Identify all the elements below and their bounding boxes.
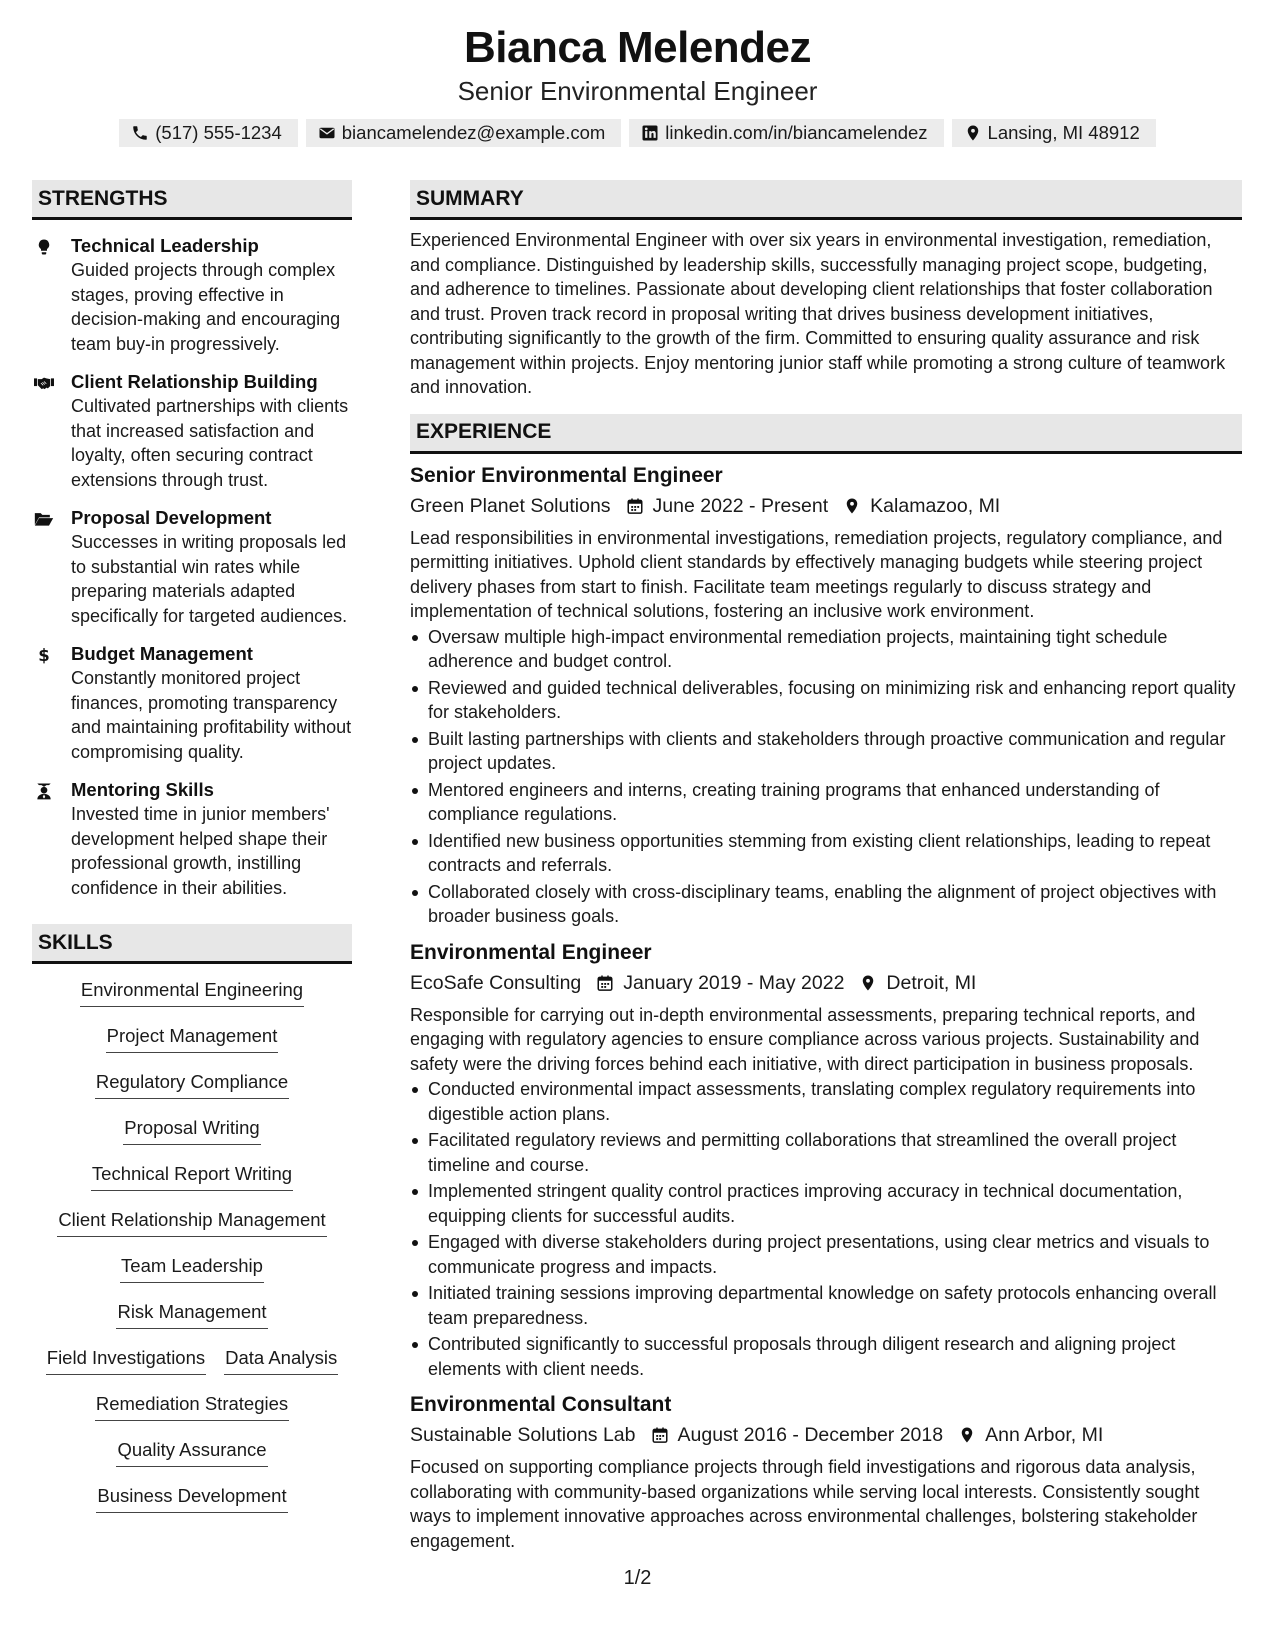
- job-dates: January 2019 - May 2022: [623, 971, 845, 994]
- strength-title: Mentoring Skills: [71, 779, 214, 800]
- envelope-icon: [318, 124, 336, 142]
- job-bullet: Identified new business opportunities stemming from existing client relationships, leading to repeat contracts and referrals.: [410, 829, 1242, 878]
- job-bullet: Initiated training sessions improving departmental knowledge on safety protocols enhancing overall team preparedness.: [410, 1281, 1242, 1330]
- job-description: Focused on supporting compliance projects through field investigations and rigorous data analysis, collaborating with community-based organizations while serving local interests. Consistently sought ways to implement innovative approaches across environmental challenges, bolstering stakeholder engagement.: [410, 1457, 1200, 1551]
- strength-desc: Guided projects through complex stages, proving effective in decision-making and encouraging team buy-in progressively.: [71, 260, 341, 354]
- contact-linkedin-text: linkedin.com/in/biancamelendez: [665, 122, 928, 143]
- strength-title: Budget Management: [71, 643, 253, 664]
- job-description: Lead responsibilities in environmental investigations, remediation projects, regulatory compliance, and permitting initiatives. Uphold client standards by effectively managing budgets while steering project delivery phases from start to finish. Facilitate team meetings regularly to discuss strategy and implementation of technical solutions, fostering an inclusive work environment.: [410, 527, 1223, 621]
- contact-phone[interactable]: [119, 119, 298, 147]
- linkedin-icon: [641, 124, 659, 142]
- strength-desc: Constantly monitored project finances, promoting transparency and maintaining profitability without compromising quality.: [71, 668, 352, 762]
- skill-tag: Business Development: [96, 1484, 287, 1513]
- skill-tag: Client Relationship Management: [57, 1208, 326, 1237]
- job-bullet: Collaborated closely with cross-disciplinary teams, enabling the alignment of project objectives with broader business goals.: [410, 880, 1242, 929]
- contact-location: [952, 119, 1156, 147]
- map-pin-icon: [964, 124, 982, 142]
- page-number: 1/2: [623, 1567, 652, 1589]
- strength-desc: Successes in writing proposals led to substantial win rates while preparing materials adapted specifically for targeted audiences.: [71, 532, 348, 626]
- skill-tag: Quality Assurance: [116, 1438, 267, 1467]
- skill-tag: Environmental Engineering: [80, 978, 304, 1007]
- contact-email-text: biancamelendez@example.com: [341, 122, 606, 143]
- job-title: Environmental Consultant: [410, 1393, 672, 1416]
- map-pin-icon: [957, 1425, 977, 1445]
- contact-linkedin[interactable]: [629, 119, 943, 147]
- summary-heading: SUMMARY: [410, 180, 1242, 220]
- summary-text: Experienced Environmental Engineer with over six years in environmental investigation, remediation, and compliance. Distinguished by leadership skills, successfully managing project scope, budgeting, and adherence to timelines. Passionate about developing client relationships that foster collaboration and trust. Proven track record in proposal writing that drives business development initiatives, contributing significantly to the growth of the firm. Committed to ensuring quality assurance and risk management within projects. Enjoy mentoring junior staff while promoting a strong culture of teamwork and innovation.: [410, 230, 1226, 397]
- strength-item: [32, 642, 352, 764]
- handshake-icon: [34, 373, 54, 393]
- job-location: Kalamazoo, MI: [870, 494, 1001, 517]
- calendar-icon: [650, 1425, 670, 1445]
- calendar-icon: [595, 973, 615, 993]
- job-entry: [410, 1391, 1242, 1553]
- job-entry: [410, 939, 1242, 1382]
- left-column: [32, 180, 352, 1530]
- job-meta: [410, 969, 1242, 997]
- job-bullets: [410, 1077, 1242, 1381]
- strength-desc: Invested time in junior members' development helped shape their professional growth, instilling confidence in their abilities.: [71, 804, 330, 898]
- graduation-icon: [34, 781, 54, 801]
- job-description: Responsible for carrying out in-depth environmental assessments, preparing technical reports, and engaging with regulatory agencies to ensure compliance across various projects. Sustainability and safety were the driving forces behind each initiative, with direct participation in business proposals.: [410, 1004, 1200, 1074]
- job-bullets: [410, 625, 1242, 929]
- strength-item: [32, 778, 352, 900]
- job-dates: August 2016 - December 2018: [677, 1424, 944, 1446]
- job-bullet: Facilitated regulatory reviews and permitting collaborations that streamlined the overall project timeline and course.: [410, 1128, 1242, 1177]
- skill-tag: Project Management: [106, 1024, 279, 1053]
- map-pin-icon: [858, 973, 878, 993]
- right-column: [410, 180, 1242, 1553]
- skill-tag: Data Analysis: [224, 1346, 338, 1375]
- job-company: Sustainable Solutions Lab: [410, 1424, 636, 1446]
- job-company: Green Planet Solutions: [410, 494, 611, 517]
- job-entry: [410, 462, 1242, 929]
- candidate-title: Senior Environmental Engineer: [457, 76, 818, 106]
- skills-list: [32, 978, 352, 1530]
- job-bullet: Engaged with diverse stakeholders during project presentations, using clear metrics and visuals to communicate progress and impacts.: [410, 1230, 1242, 1279]
- job-meta: [410, 492, 1242, 520]
- strength-item: [32, 506, 352, 628]
- skill-tag: Technical Report Writing: [91, 1162, 293, 1191]
- skill-tag: Field Investigations: [46, 1346, 206, 1375]
- contact-phone-text: (517) 555-1234: [155, 122, 282, 143]
- phone-icon: [131, 124, 149, 142]
- skill-tag: Proposal Writing: [123, 1116, 260, 1145]
- job-location: Ann Arbor, MI: [985, 1424, 1104, 1446]
- job-bullet: Reviewed and guided technical deliverables, focusing on minimizing risk and enhancing report quality for stakeholders.: [410, 676, 1242, 725]
- job-title: Senior Environmental Engineer: [410, 463, 723, 487]
- dollar-icon: [34, 645, 54, 665]
- strength-item: [32, 370, 352, 492]
- job-location: Detroit, MI: [886, 971, 977, 994]
- candidate-name: Bianca Melendez: [463, 23, 812, 72]
- job-bullet: Conducted environmental impact assessments, translating complex regulatory requirements into digestible action plans.: [410, 1077, 1242, 1126]
- calendar-icon: [625, 496, 645, 516]
- skill-tag: Risk Management: [116, 1300, 267, 1329]
- job-dates: June 2022 - Present: [652, 494, 829, 517]
- job-bullet: Built lasting partnerships with clients and stakeholders through proactive communication and regular project updates.: [410, 727, 1242, 776]
- skill-tag: Regulatory Compliance: [95, 1070, 289, 1099]
- job-bullet: Mentored engineers and interns, creating training programs that enhanced understanding of compliance regulations.: [410, 778, 1242, 827]
- lightbulb-icon: [34, 237, 54, 257]
- map-pin-icon: [842, 496, 862, 516]
- job-title: Environmental Engineer: [410, 940, 652, 964]
- job-bullet: Contributed significantly to successful proposals through diligent research and aligning project elements with client needs.: [410, 1332, 1242, 1381]
- skill-tag: Team Leadership: [120, 1254, 264, 1283]
- skill-tag: Remediation Strategies: [95, 1392, 289, 1421]
- svg-text:$: $: [38, 646, 50, 665]
- experience-heading: EXPERIENCE: [410, 414, 1242, 454]
- job-bullet: Oversaw multiple high-impact environmental remediation projects, maintaining tight schedule adherence and budget control.: [410, 625, 1242, 674]
- contact-email[interactable]: [306, 119, 622, 147]
- contact-bar: [0, 119, 1275, 147]
- strength-title: Client Relationship Building: [71, 371, 318, 392]
- job-bullet: Implemented stringent quality control practices improving accuracy in technical documentation, equipping clients for successful audits.: [410, 1179, 1242, 1228]
- resume-header: [0, 22, 1275, 147]
- contact-location-text: Lansing, MI 48912: [987, 122, 1140, 143]
- job-meta: [410, 1421, 1242, 1449]
- strengths-heading: STRENGTHS: [32, 180, 352, 220]
- strength-title: Technical Leadership: [71, 235, 259, 256]
- strength-item: [32, 234, 352, 356]
- strength-desc: Cultivated partnerships with clients that increased satisfaction and loyalty, often securing contract extensions through trust.: [71, 396, 349, 490]
- folder-open-icon: [34, 509, 54, 529]
- job-company: EcoSafe Consulting: [410, 971, 582, 994]
- strength-title: Proposal Development: [71, 507, 272, 528]
- skills-heading: SKILLS: [32, 924, 352, 964]
